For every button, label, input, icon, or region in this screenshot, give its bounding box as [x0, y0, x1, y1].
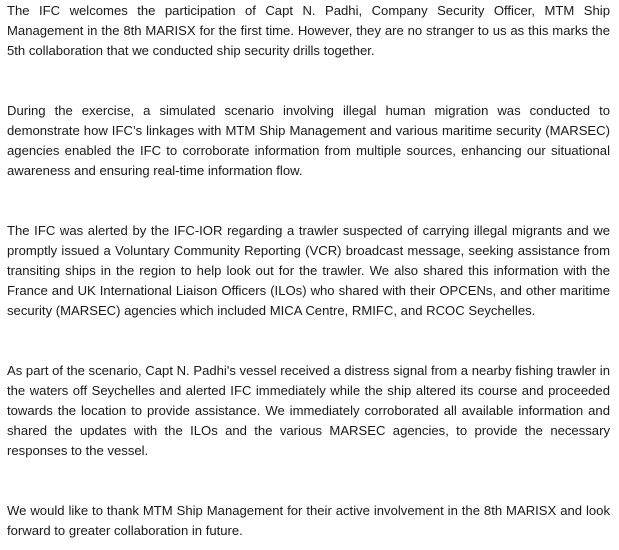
paragraph-spacer: [7, 321, 610, 361]
paragraph-exercise-scenario: During the exercise, a simulated scenario involving illegal human migration was conducted to demonstrate how IFC’s linkages with MTM Ship Management and various maritime security (MARSEC) agencies enabled the IFC to corroborate information from multiple sources, enhancing our situational awareness and ensuring real-time information flow.: [7, 103, 610, 178]
document-body: [7, 1, 610, 541]
paragraph-spacer: [7, 461, 610, 501]
paragraph-distress-signal: As part of the scenario, Capt N. Padhi's vessel received a distress signal from a nearby fishing trawler in the waters off Seychelles and alerted IFC immediately while the ship altered its course and proceeded towards the location to provide assistance. We immediately corroborated all available information and shared the updates with the ILOs and the various MARSEC agencies, to provide the necessary responses to the vessel.: [7, 363, 610, 458]
paragraph-spacer: [7, 181, 610, 221]
paragraph-ifc-alert: The IFC was alerted by the IFC-IOR regarding a trawler suspected of carrying illegal migrants and we promptly issued a Voluntary Community Reporting (VCR) broadcast message, seeking assistance from transiting ships in the region to help look out for the trawler. We also shared this information with the France and UK International Liaison Officers (ILOs) who shared with their OPCENs, and other maritime security (MARSEC) agencies which included MICA Centre, RMIFC, and RCOC Seychelles.: [7, 223, 610, 318]
paragraph-spacer: [7, 61, 610, 101]
paragraph-thanks: We would like to thank MTM Ship Management for their active involvement in the 8th MARISX and look forward to greater collaboration in future.: [7, 503, 610, 538]
paragraph-welcome: The IFC welcomes the participation of Capt N. Padhi, Company Security Officer, MTM Ship Management in the 8th MARISX for the first time. However, they are no stranger to us as this marks the 5th collaboration that we conducted ship security drills together.: [7, 3, 610, 58]
